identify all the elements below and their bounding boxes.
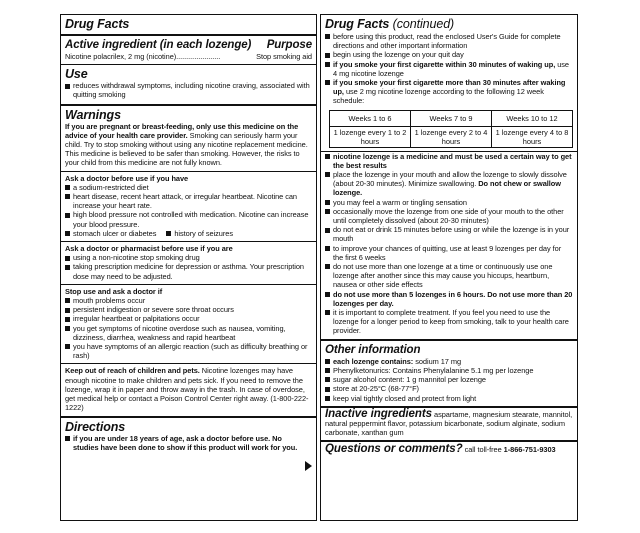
ask-pharmacist-section (61, 242, 316, 285)
table-cell: 1 lozenge every 2 to 4 hours (411, 126, 492, 147)
other-information-heading: Other information (325, 343, 421, 356)
table-cell: 1 lozenge every 1 to 2 hours (330, 126, 411, 147)
questions-line: Questions or comments? call toll-free 1-866-751-9303 (325, 443, 556, 456)
table-row (330, 126, 573, 147)
list-item: before using this product, read the enclosed User's Guide for complete directions and other important information (325, 32, 573, 50)
list-item: stomach ulcer or diabetes (65, 229, 156, 238)
list-item-pair (65, 229, 312, 238)
table-header-cell: Weeks 10 to 12 (492, 110, 573, 126)
warnings-section (61, 106, 316, 172)
list-item: do not eat or drink 15 minutes before using or while the lozenge is in your mouth (325, 225, 573, 243)
list-item: taking prescription medicine for depression or asthma. Your prescription dose may need to be adjusted. (65, 262, 312, 280)
drug-facts-continued-title: Drug Facts (continued) (325, 17, 455, 31)
list-item: do not use more than one lozenge at a time or continuously use one lozenge after another since this may cause you hiccups, heartburn, nausea or other side effects (325, 262, 573, 290)
list-item: using a non-nicotine stop smoking drug (65, 253, 312, 262)
list-item: high blood pressure not controlled with medication. Nicotine can increase your blood pressure. (65, 210, 312, 228)
continued-title-section (321, 15, 577, 32)
list-item: store at 20-25°C (68-77°F) (325, 384, 573, 393)
inactive-ingredients-section (321, 408, 577, 443)
list-item: occasionally move the lozenge from one side of your mouth to the other until completely dissolved (about 20-30 minutes) (325, 207, 573, 225)
table-cell: 1 lozenge every 4 to 8 hours (492, 126, 573, 147)
purpose-heading: Purpose (266, 39, 312, 51)
list-item: you have symptoms of an allergic reaction (such as difficulty breathing or rash) (65, 342, 312, 360)
table-header-cell: Weeks 1 to 6 (330, 110, 411, 126)
active-ingredient-name: Nicotine polacrilex, 2 mg (nicotine)...................... (65, 52, 221, 61)
stop-use-section (61, 285, 316, 365)
list-item: if you smoke your first cigarette more than 30 minutes after waking up, use 2 mg nicotine lozenge according to the following 12 week schedule: (325, 78, 573, 106)
ask-pharmacist-heading: Ask a doctor or pharmacist before use if you are (65, 244, 233, 254)
list-item: if you smoke your first cigarette within 30 minutes of waking up, use 4 mg nicotine lozenge (325, 60, 573, 78)
list-item: you may feel a warm or tingling sensation (325, 198, 573, 207)
dosing-schedule-table (329, 110, 573, 148)
list-item: to improve your chances of quitting, use at least 9 lozenges per day for the first 6 weeks (325, 244, 573, 262)
use-heading: Use (65, 67, 88, 82)
list-item: keep vial tightly closed and protect from light (325, 394, 573, 403)
questions-section (321, 442, 577, 457)
list-item: Phenylketonurics: Contains Phenylalanine 5.1 mg per lozenge (325, 366, 573, 375)
warnings-heading: Warnings (65, 107, 121, 122)
other-information-section (321, 341, 577, 408)
list-item: nicotine lozenge is a medicine and must be used a certain way to get the best results (325, 152, 573, 170)
use-section (61, 65, 316, 105)
list-item: sugar alcohol content: 1 g mannitol per lozenge (325, 375, 573, 384)
list-item: begin using the lozenge on your quit day (325, 50, 573, 59)
drug-facts-panel-left (60, 14, 317, 521)
inactive-ingredients-text: Inactive ingredients aspartame, magnesium stearate, mannitol, natural peppermint flavor, potassium bicarbonate, sodium alginate, sodium carbonate, xanthan gum (325, 407, 573, 438)
table-header-cell: Weeks 7 to 9 (411, 110, 492, 126)
directions-continued-section (321, 32, 577, 341)
list-item: a sodium-restricted diet (65, 183, 312, 192)
list-item: mouth problems occur (65, 296, 312, 305)
directions-item: if you are under 18 years of age, ask a doctor before use. No studies have been done to show if this product will work for you. (65, 434, 312, 452)
purpose-text: Stop smoking aid (256, 52, 312, 61)
drug-facts-title-section (61, 15, 316, 36)
phone-number: 1-866-751-9303 (503, 445, 556, 455)
drug-facts-title: Drug Facts (65, 17, 130, 31)
list-item: each lozenge contains: sodium 17 mg (325, 357, 573, 366)
list-item: do not use more than 5 lozenges in 6 hours. Do not use more than 20 lozenges per day. (325, 290, 573, 308)
list-item: persistent indigestion or severe sore throat occurs (65, 305, 312, 314)
inactive-ingredients-heading: Inactive ingredients (325, 407, 433, 420)
list-item: heart disease, recent heart attack, or irregular heartbeat. Nicotine can increase your heart rate. (65, 192, 312, 210)
stop-use-heading: Stop use and ask a doctor if (65, 286, 163, 296)
list-item: irregular heartbeat or palpitations occur (65, 314, 312, 323)
keep-out-section (61, 364, 316, 417)
ask-doctor-heading: Ask a doctor before use if you have (65, 173, 189, 183)
keep-out-warning: Keep out of reach of children and pets. Nicotine lozenges may have enough nicotine to make children and pets sick. If you need to remove the lozenge, wrap it in paper and throw away in the trash. In case of overdose, get medical help or contact a Poison Control Center right away. (1-800-222-1222) (65, 366, 309, 413)
list-item: you get symptoms of nicotine overdose such as nausea, vomiting, dizziness, diarrhea, weakness and rapid heartbeat (65, 324, 312, 342)
table-header-row (330, 110, 573, 126)
list-item: place the lozenge in your mouth and allow the lozenge to slowly dissolve (about 20-30 minutes). Minimize swallowing. Do not chew or swallow lozenge. (325, 170, 573, 198)
pregnancy-warning: If you are pregnant or breast-feeding, only use this medicine on the advice of your health care provider. Smoking can seriously harm your child. Try to stop smoking without using any nicotine replacement medicine. This medicine is believed to be safer than smoking. However, the risks to your child from this medicine are not fully known. (65, 121, 308, 168)
continue-arrow-icon (305, 461, 312, 471)
questions-heading: Questions or comments? (325, 443, 463, 456)
use-item: reduces withdrawal symptoms, including nicotine craving, associated with quitting smoking (65, 81, 312, 99)
list-item: history of seizures (166, 229, 233, 238)
drug-facts-panel-right (320, 14, 578, 521)
directions-section (61, 418, 316, 476)
ask-doctor-section (61, 172, 316, 242)
active-ingredient-section (61, 36, 316, 65)
active-ingredient-heading: Active ingredient (in each lozenge) (65, 39, 252, 51)
list-item: it is important to complete treatment. If you feel you need to use the lozenge for a longer period to keep from smoking, talk to your health care provider. (325, 308, 573, 336)
directions-heading: Directions (65, 419, 126, 434)
